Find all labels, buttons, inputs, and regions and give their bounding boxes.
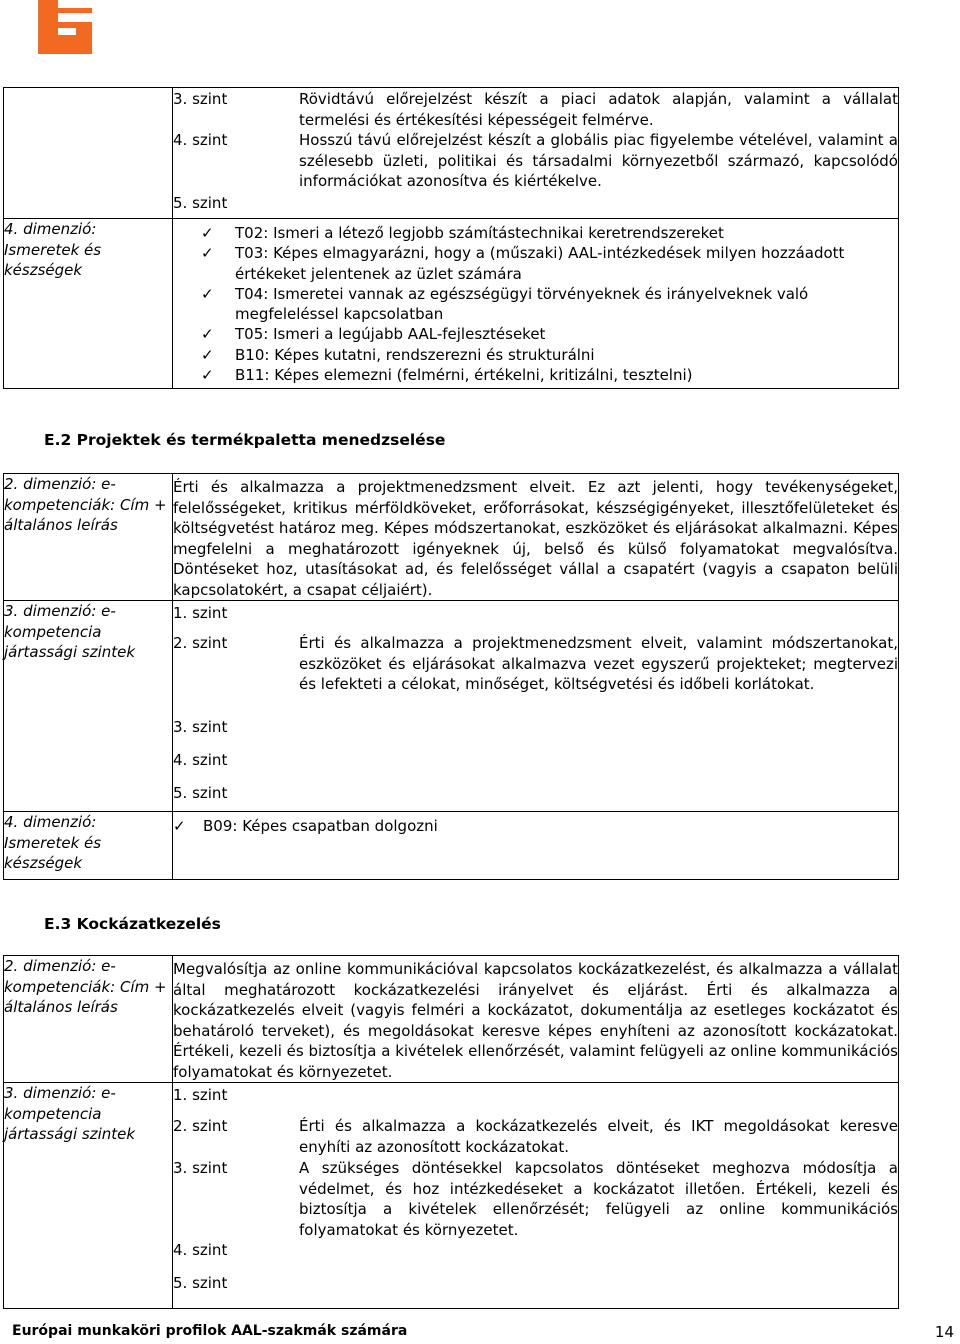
level-row xyxy=(173,130,898,192)
level-label: 4. szint xyxy=(173,751,228,769)
level-label: 4. szint xyxy=(173,1241,228,1259)
level-label: 5. szint xyxy=(173,1274,228,1292)
section-heading-e2: E.2 Projektek és termékpaletta menedzselése xyxy=(44,431,446,449)
page-number: 14 xyxy=(934,1323,954,1341)
level-label: 2. szint xyxy=(173,1117,228,1135)
level-text xyxy=(299,1273,898,1294)
level-text: A szükséges döntésekkel kapcsolatos döntéseket meghozva módosítja a védelmet, és hoz intézkedéseket a kockázatot illetően. Értékeli, kezeli és biztosítja a kivételek ellenőrzését; felügyeli az online kommunikációs folyamatokat és környezetet. xyxy=(299,1159,898,1239)
checklist-item: ✓ T03: Képes elmagyarázni, hogy a (műszaki) AAL-intézkedések milyen hozzáadott értékeket jelentenek az üzlet számára xyxy=(201,244,845,283)
checklist-item: ✓ T02: Ismeri a létező legjobb számítástechnikai keretrendszereket xyxy=(201,224,724,242)
level-text: Érti és alkalmazza a projektmenedzsment elveit, valamint módszertanokat, eszközöket és eljárásokat alkalmazva vezet egyszerű projekteket; megtervezi és lefekteti a célokat, minőséget, költségvetési és időbeli korlátokat. xyxy=(299,634,898,693)
level-text: Hosszú távú előrejelzést készít a globális piac figyelembe vételével, valamint a szélesebb üzleti, politikai és társadalmi környezetből származó, kapcsolódó információkat azonosítva és kiértékelve. xyxy=(299,131,898,190)
checkmark-icon: ✓ xyxy=(201,224,214,242)
level-label: 1. szint xyxy=(173,604,228,622)
page-footer: Európai munkaköri profilok AAL-szakmák számára xyxy=(12,1323,408,1339)
level-row xyxy=(173,750,898,783)
dimension-2-label: 2. dimenzió: e-kompetenciák: Cím + általános leírás xyxy=(4,474,173,601)
dimension-3-label: 3. dimenzió: e-kompetencia jártassági szintek xyxy=(4,601,173,812)
level-text xyxy=(299,717,898,750)
checkmark-icon: ✓ xyxy=(173,817,186,835)
level-text: Érti és alkalmazza a kockázatkezelés elveit, és IKT megoldásokat keresve enyhíti az azonosított kockázatokat. xyxy=(299,1117,898,1156)
level-row xyxy=(173,1240,898,1273)
e3-competence-table xyxy=(3,955,899,1309)
level-text xyxy=(299,603,898,633)
checkmark-icon: ✓ xyxy=(201,345,214,364)
checklist-item: ✓ T04: Ismeretei vannak az egészségügyi törvényeknek és irányelveknek való megfeleléssel kapcsolatban xyxy=(201,284,809,324)
dimension-3-label: 3. dimenzió: e-kompetencia jártassági szintek xyxy=(4,1083,173,1309)
level-text xyxy=(299,783,898,804)
level-row xyxy=(173,633,898,717)
checkmark-icon: ✓ xyxy=(201,244,214,263)
logo xyxy=(38,0,92,54)
competence-description: Megvalósítja az online kommunikációval kapcsolatos kockázatkezelést, és alkalmazza a vállalat által meghatározott kockázatkezelési irányelvet és eljárást. Érti és alkalmazza a kockázatkezelés elveit (vagyis felméri a kockázatot, dokumentálja az esetleges kockázatot és behatároló terveket), és megoldásokat keresve képes enyhíteni az azonosított kockázatokat. Értékeli, kezeli és biztosítja a kivételek ellenőrzését, valamint felügyeli az online kommunikációs folyamatokat és környezetet. xyxy=(173,960,898,1081)
top-competence-table xyxy=(3,87,899,389)
empty-left-cell xyxy=(4,88,173,219)
level-label: 1. szint xyxy=(173,1086,228,1104)
skills-checklist xyxy=(173,816,898,836)
level-row xyxy=(173,1116,898,1158)
checkmark-icon: ✓ xyxy=(201,366,214,385)
checklist-item: ✓ B10: Képes kutatni, rendszerezni és strukturálni xyxy=(201,345,595,364)
level-label: 2. szint xyxy=(173,634,228,652)
level-row xyxy=(173,783,898,804)
dimension-4-label: 4. dimenzió: Ismeretek és készségek xyxy=(4,812,173,880)
skills-checklist xyxy=(173,223,898,385)
level-text xyxy=(299,750,898,783)
section-heading-e3: E.3 Kockázatkezelés xyxy=(44,915,221,933)
level-label: 4. szint xyxy=(173,131,228,149)
level-row xyxy=(173,1085,898,1116)
dimension-2-label: 2. dimenzió: e-kompetenciák: Cím + általános leírás xyxy=(4,956,173,1083)
level-label: 3. szint xyxy=(173,1159,228,1177)
level-text xyxy=(299,1240,898,1273)
level-label: 5. szint xyxy=(173,193,228,212)
checklist-item: ✓ B09: Képes csapatban dolgozni xyxy=(173,817,438,835)
level-label: 3. szint xyxy=(173,718,228,736)
dimension-4-label: 4. dimenzió: Ismeretek és készségek xyxy=(4,219,173,389)
level-row xyxy=(173,89,898,130)
competence-description: Érti és alkalmazza a projektmenedzsment elveit. Ez azt jelenti, hogy tevékenységeket, felelősségeket, kritikus mérföldköveket, erőforrásokat, készségigényeket, illesztőfelületeket és költségvetést határoz meg. Képes módszertanokat, eszközöket és eljárásokat alkalmazni. Képes megfelelni a meghatározott igényeknek új, belső és külső folyamatokat megvalósítva. Döntéseket hoz, utasításokat ad, és felelősséget vállal a csapatért (vagyis a csapaton belüli kapcsolatokért, a csapat céljaiért). xyxy=(173,478,898,599)
checkmark-icon: ✓ xyxy=(201,284,214,303)
level-label: 3. szint xyxy=(173,90,228,108)
level-row xyxy=(173,1158,898,1240)
checklist-item: ✓ B11: Képes elemezni (felmérni, értékelni, kritizálni, tesztelni) xyxy=(201,366,693,385)
level-text: Rövidtávú előrejelzést készít a piaci adatok alapján, valamint a vállalat termelési és értékesítési képességeit felmérve. xyxy=(299,90,898,129)
level-text xyxy=(299,1085,898,1116)
level-row xyxy=(173,603,898,633)
level-row xyxy=(173,1273,898,1294)
e2-competence-table xyxy=(3,473,899,880)
level-row xyxy=(173,717,898,750)
level-text xyxy=(299,193,898,214)
level-row xyxy=(173,193,898,214)
checklist-item: ✓ T05: Ismeri a legújabb AAL-fejlesztéseket xyxy=(201,325,546,344)
level-label: 5. szint xyxy=(173,784,228,802)
checkmark-icon: ✓ xyxy=(201,325,214,344)
